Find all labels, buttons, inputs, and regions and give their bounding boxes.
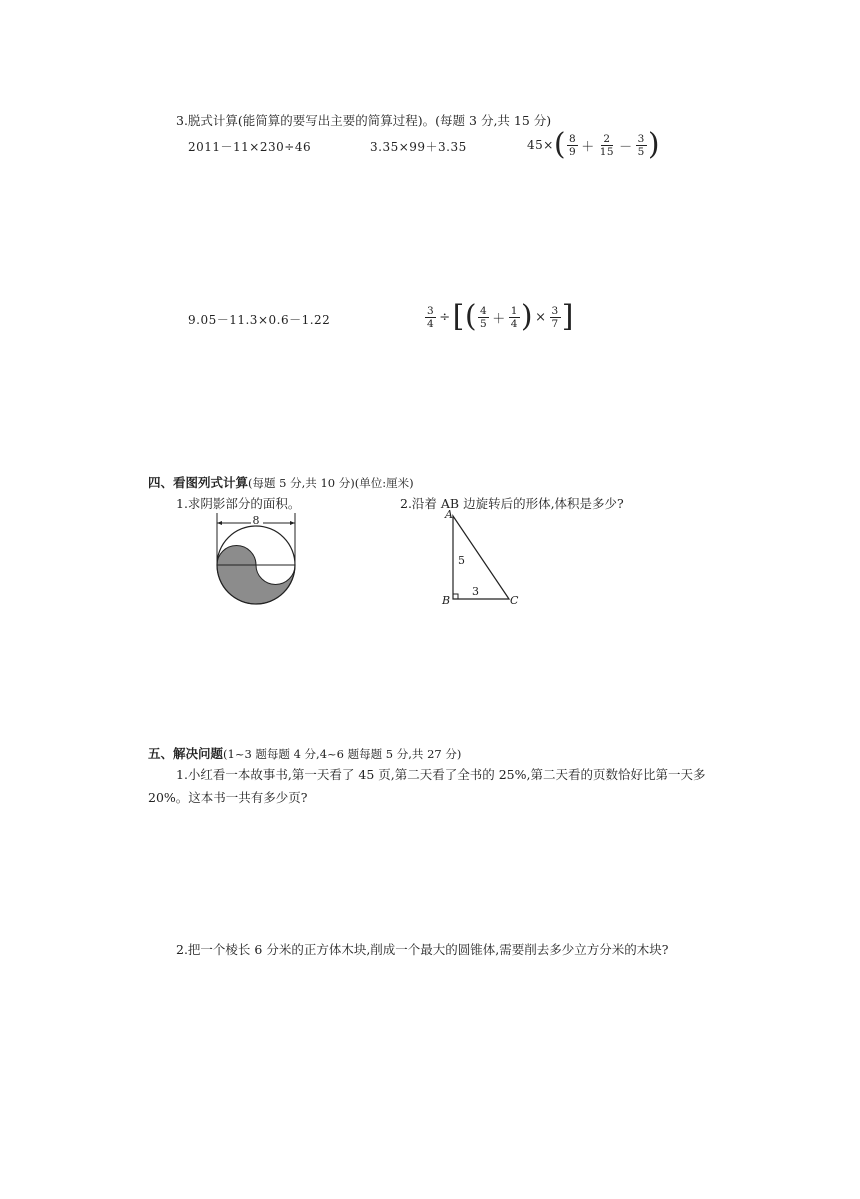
right-triangle-figure	[436, 506, 522, 610]
expression-3	[527, 127, 661, 162]
right-angle-mark	[453, 594, 458, 599]
shaded-region	[217, 546, 295, 605]
times-sign: ×	[535, 309, 547, 325]
base-label: 3	[472, 585, 479, 598]
right-bracket: ]	[561, 299, 574, 334]
question-4-1: 1.求阴影部分的面积。	[176, 496, 301, 511]
section5-header	[148, 744, 461, 762]
question-5-1: 1.小红看一本故事书,第一天看了 45 页,第二天看了全书的 25%,第二天看的页数恰好比第一天多 20%。这本书一共有多少页?	[148, 767, 706, 805]
fraction-3-7: $\frac{3}{7}$	[551, 304, 559, 330]
fraction-3-5: 3 5	[637, 132, 645, 158]
fraction-3-4: $\frac{3}{4}$	[427, 304, 435, 330]
question-4-2: 2.沿着 AB 边旋转后的形体,体积是多少?	[400, 496, 624, 511]
vertex-c-label: C	[510, 594, 519, 607]
fraction-4-5: 4 5	[480, 304, 488, 330]
fraction-1-4: 1 4	[510, 304, 518, 330]
left-bracket: [	[452, 299, 465, 334]
left-paren: (	[553, 127, 567, 162]
section5-heading: 五、解决问题	[148, 746, 224, 761]
expression-2: 3.35×99＋3.35	[370, 140, 467, 154]
question-5-2: 2.把一个棱长 6 分米的正方体木块,削成一个最大的圆锥体,需要削去多少立方分米的木块?	[176, 942, 669, 957]
section4-header	[148, 473, 414, 491]
expression-4: 9.05－11.3×0.6－1.22	[188, 313, 331, 327]
left-paren: (	[464, 299, 478, 334]
plus-sign: ＋	[492, 311, 506, 327]
section4-note: (每题 5 分,共 10 分)(单位:厘米)	[248, 476, 414, 490]
expression-5	[424, 299, 574, 334]
fraction-2-15: 2 15	[599, 132, 615, 158]
plus-sign: ＋	[581, 139, 595, 155]
yin-yang-figure	[205, 508, 310, 612]
diameter-label: 8	[252, 514, 260, 527]
section5-note: (1~3 题每题 4 分,4~6 题每题 5 分,共 27 分)	[223, 747, 462, 761]
section3-title: 3.脱式计算(能简算的要写出主要的简算过程)。(每题 3 分,共 15 分)	[176, 113, 552, 128]
expr3-lead: 45×	[527, 138, 554, 152]
divide-sign: ÷	[439, 309, 451, 325]
right-paren: )	[520, 299, 534, 334]
minus-sign: －	[619, 139, 633, 155]
vertex-a-label: A	[445, 508, 453, 521]
fraction-8-9: 8 9	[569, 132, 577, 158]
vertex-b-label: B	[442, 594, 451, 607]
expression-1: 2011－11×230÷46	[188, 140, 312, 154]
section4-heading: 四、看图列式计算	[148, 475, 249, 490]
right-paren: )	[647, 127, 661, 162]
height-label: 5	[458, 554, 465, 567]
